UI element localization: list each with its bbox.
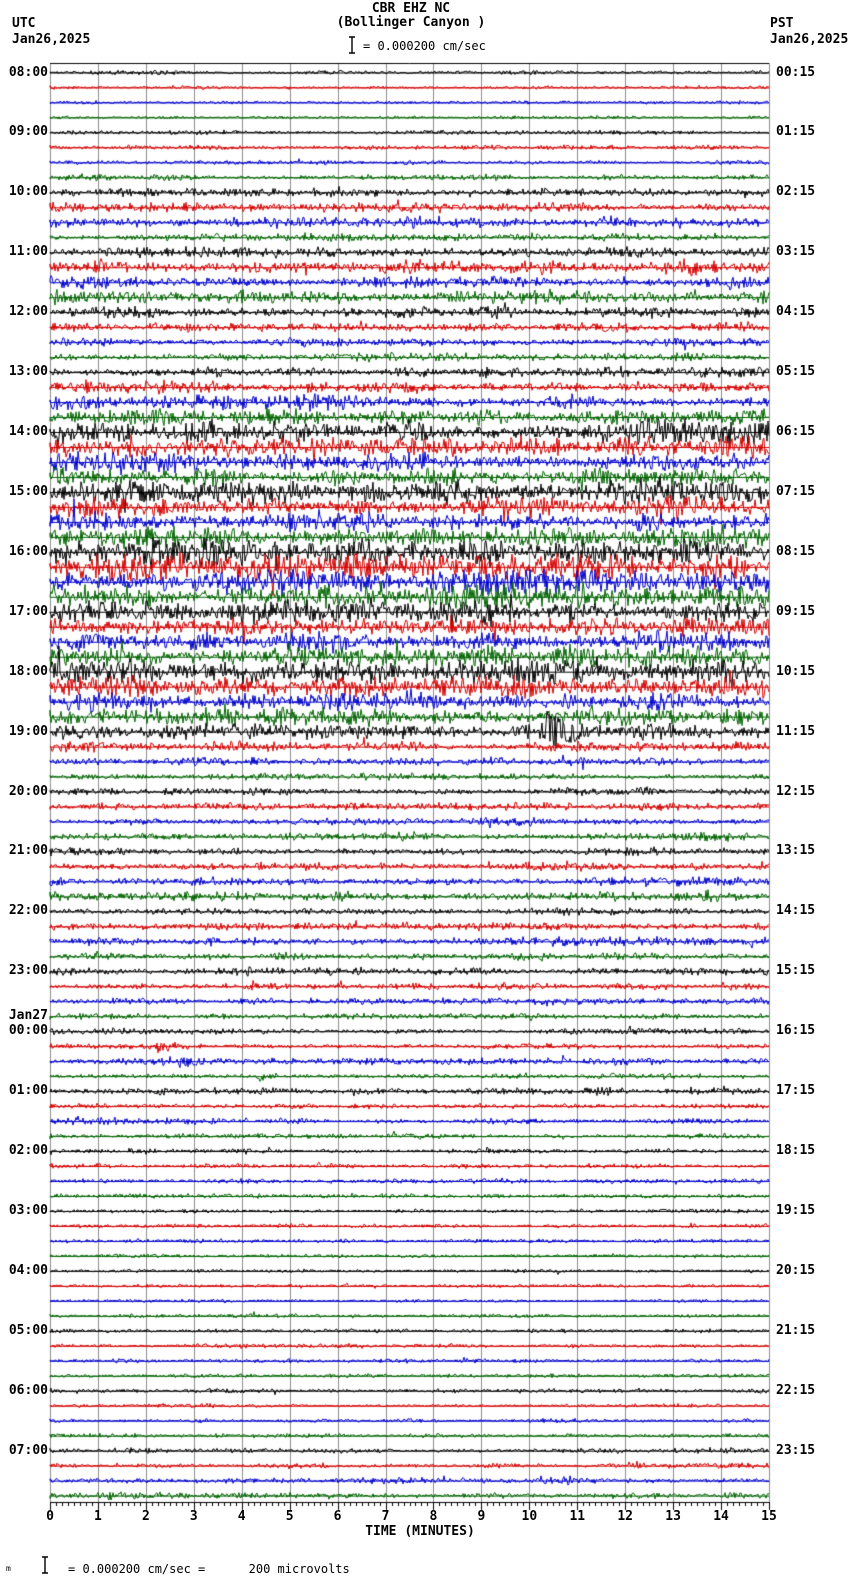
- scale-bar-icon: [347, 36, 357, 58]
- utc-hour-label: 13:00: [8, 364, 48, 380]
- utc-hour-label: 11:00: [8, 244, 48, 260]
- pst-date-label: Jan26,2025: [770, 32, 849, 47]
- x-axis-tick-label: 12: [617, 1509, 634, 1524]
- pst-hour-label: 18:15: [776, 1143, 816, 1159]
- utc-hour-label: 15:00: [8, 483, 48, 499]
- pst-hour-label: 01:15: [776, 124, 816, 140]
- pst-hour-label: 05:15: [776, 364, 816, 380]
- x-axis-tick-label: 6: [333, 1509, 342, 1524]
- x-axis-tick-label: 0: [46, 1509, 54, 1524]
- utc-hour-label: 14:00: [8, 424, 48, 440]
- x-axis-tick-label: 11: [569, 1509, 586, 1524]
- utc-hour-label: 02:00: [8, 1143, 48, 1159]
- header-scale-label: = 0.000200 cm/sec: [363, 39, 486, 53]
- pst-hour-label: 04:15: [776, 304, 816, 320]
- utc-timezone-label: UTC: [12, 16, 36, 31]
- utc-hour-label: 05:00: [8, 1322, 48, 1338]
- utc-hour-label: 17:00: [8, 603, 48, 619]
- page-title: CBR EHZ NC: [371, 1, 451, 16]
- utc-hour-label: 09:00: [8, 124, 48, 140]
- pst-hour-label: 21:15: [776, 1322, 816, 1338]
- pst-hour-label: 09:15: [776, 603, 816, 619]
- x-axis-tick-label: 14: [713, 1509, 729, 1524]
- pst-hour-label: 10:15: [776, 663, 816, 679]
- footer-prefix: m: [6, 1564, 11, 1573]
- page-subtitle: (Bollinger Canyon ): [336, 15, 486, 30]
- utc-hour-label: 00:00: [8, 1023, 48, 1039]
- utc-hour-label: 22:00: [8, 903, 48, 919]
- utc-hour-label: 18:00: [8, 663, 48, 679]
- utc-hour-label: 19:00: [8, 723, 48, 739]
- pst-hour-label: 08:15: [776, 543, 816, 559]
- footer-scale-label: = 0.000200 cm/sec = 200 microvolts: [68, 1562, 350, 1576]
- x-axis-tick-label: 9: [477, 1509, 486, 1524]
- pst-hour-label: 06:15: [776, 424, 816, 440]
- pst-hour-label: 19:15: [776, 1202, 816, 1218]
- utc-hour-label: 21:00: [8, 843, 48, 859]
- x-axis-tick-label: 15: [761, 1509, 777, 1524]
- pst-hour-label: 17:15: [776, 1083, 816, 1099]
- pst-hour-label: 00:15: [776, 64, 816, 80]
- pst-hour-label: 20:15: [776, 1262, 816, 1278]
- x-axis-tick-label: 4: [237, 1509, 246, 1524]
- pst-hour-label: 15:15: [776, 963, 816, 979]
- x-axis-tick-label: 13: [665, 1509, 681, 1524]
- utc-date-label: Jan26,2025: [12, 32, 91, 47]
- x-axis-tick-label: 7: [381, 1509, 390, 1524]
- utc-hour-label: 07:00: [8, 1442, 48, 1458]
- pst-hour-label: 16:15: [776, 1023, 816, 1039]
- pst-hour-label: 02:15: [776, 184, 816, 200]
- x-axis-tick-label: 10: [521, 1509, 538, 1524]
- utc-hour-label: 03:00: [8, 1202, 48, 1218]
- utc-hour-label: 06:00: [8, 1382, 48, 1398]
- footer-scale-bar-icon: [40, 1556, 50, 1578]
- x-axis-tick-label: 3: [189, 1509, 198, 1524]
- pst-hour-label: 07:15: [776, 483, 816, 499]
- pst-hour-label: 11:15: [776, 723, 816, 739]
- pst-hour-label: 12:15: [776, 783, 816, 799]
- pst-hour-label: 23:15: [776, 1442, 816, 1458]
- utc-hour-label: 04:00: [8, 1262, 48, 1278]
- utc-hour-label: 08:00: [8, 64, 48, 80]
- utc-hour-label: 23:00: [8, 963, 48, 979]
- pst-timezone-label: PST: [770, 16, 794, 31]
- x-axis-tick-label: 8: [429, 1509, 438, 1524]
- utc-hour-label: 20:00: [8, 783, 48, 799]
- x-axis-tick-label: 2: [141, 1509, 150, 1524]
- utc-hour-label: 12:00: [8, 304, 48, 320]
- pst-hour-label: 13:15: [776, 843, 816, 859]
- utc-hour-label: 16:00: [8, 543, 48, 559]
- pst-hour-label: 14:15: [776, 903, 816, 919]
- utc-hour-label: 01:00: [8, 1083, 48, 1099]
- utc-hour-label: 10:00: [8, 184, 48, 200]
- pst-hour-label: 03:15: [776, 244, 816, 260]
- date-change-label: Jan27: [8, 1008, 48, 1024]
- pst-hour-label: 22:15: [776, 1382, 816, 1398]
- x-axis-tick-label: 1: [94, 1509, 102, 1524]
- x-axis-tick-label: 5: [285, 1509, 294, 1524]
- x-axis-title: TIME (MINUTES): [365, 1524, 475, 1539]
